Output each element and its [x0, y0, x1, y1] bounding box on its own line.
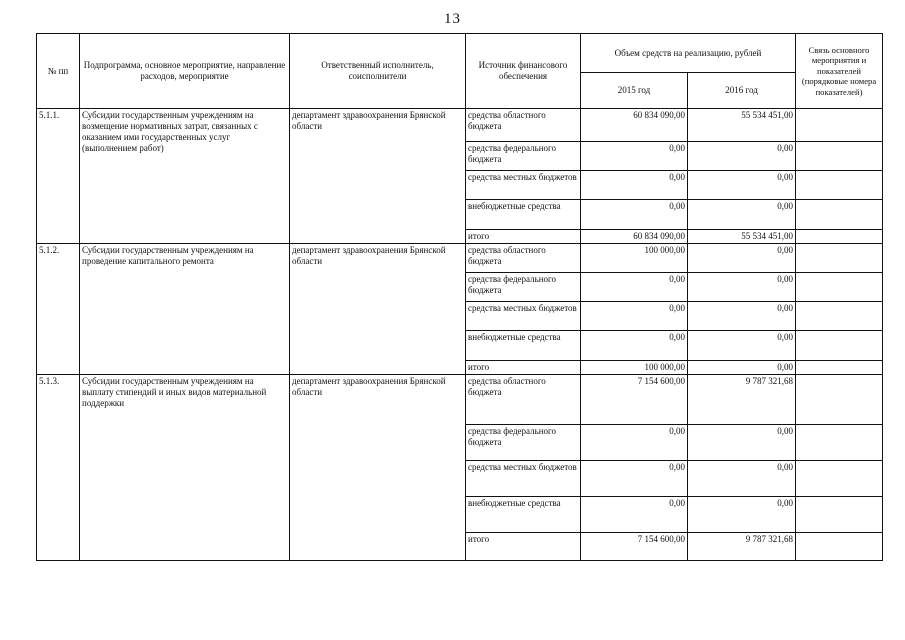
source-cell: средства областного бюджета	[466, 109, 581, 142]
header-link: Связь основного мероприятия и показателей (порядковые номера показателей)	[796, 34, 883, 109]
value-2016: 9 787 321,68	[688, 374, 796, 424]
link-cell	[796, 109, 883, 142]
total-2015: 100 000,00	[581, 360, 688, 374]
value-2016: 0,00	[688, 200, 796, 230]
value-2016: 0,00	[688, 330, 796, 360]
value-2016: 0,00	[688, 243, 796, 272]
header-volume: Объем средств на реализацию, рублей	[581, 34, 796, 73]
link-cell	[796, 360, 883, 374]
item-5-1-3	[37, 374, 883, 560]
value-2015: 0,00	[581, 272, 688, 301]
item-5-1-2	[37, 243, 883, 374]
value-2015: 0,00	[581, 171, 688, 200]
item-title: Субсидии государственным учреждениям на проведение капитального ремонта	[80, 243, 290, 374]
item-number: 5.1.1.	[37, 109, 80, 244]
value-2016: 0,00	[688, 496, 796, 532]
value-2016: 0,00	[688, 142, 796, 171]
link-cell	[796, 460, 883, 496]
link-cell	[796, 301, 883, 330]
value-2015: 0,00	[581, 330, 688, 360]
item-number: 5.1.2.	[37, 243, 80, 374]
item-executor: департамент здравоохранения Брянской области	[290, 243, 466, 374]
item-5-1-1	[37, 109, 883, 244]
header-year-2016: 2016 год	[688, 73, 796, 109]
item-title: Субсидии государственным учреждениям на выплату стипендий и иных видов материальной поддержки	[80, 374, 290, 560]
item-executor: департамент здравоохранения Брянской области	[290, 109, 466, 244]
link-cell	[796, 272, 883, 301]
total-2016: 0,00	[688, 360, 796, 374]
source-cell: средства областного бюджета	[466, 374, 581, 424]
value-2016: 0,00	[688, 301, 796, 330]
source-cell: средства федерального бюджета	[466, 142, 581, 171]
source-cell: внебюджетные средства	[466, 330, 581, 360]
link-cell	[796, 330, 883, 360]
total-2016: 55 534 451,00	[688, 230, 796, 244]
total-2015: 60 834 090,00	[581, 230, 688, 244]
source-cell: средства местных бюджетов	[466, 301, 581, 330]
value-2016: 0,00	[688, 171, 796, 200]
value-2015: 100 000,00	[581, 243, 688, 272]
link-cell	[796, 230, 883, 244]
link-cell	[796, 243, 883, 272]
link-cell	[796, 142, 883, 171]
header-subprogram: Подпрограмма, основное мероприятие, направление расходов, мероприятие	[80, 34, 290, 109]
source-cell: средства местных бюджетов	[466, 171, 581, 200]
source-cell: средства областного бюджета	[466, 243, 581, 272]
value-2015: 7 154 600,00	[581, 374, 688, 424]
total-label: итого	[466, 360, 581, 374]
item-number: 5.1.3.	[37, 374, 80, 560]
value-2016: 0,00	[688, 272, 796, 301]
page-number: 13	[444, 11, 461, 27]
item-title: Субсидии государственным учреждениям на возмещение нормативных затрат, связанных с оказанием ими государственных услуг (выполнением работ)	[80, 109, 290, 244]
value-2015: 0,00	[581, 301, 688, 330]
total-2016: 9 787 321,68	[688, 532, 796, 560]
total-label: итого	[466, 532, 581, 560]
source-cell: средства местных бюджетов	[466, 460, 581, 496]
link-cell	[796, 424, 883, 460]
value-2015: 0,00	[581, 496, 688, 532]
source-cell: средства федерального бюджета	[466, 424, 581, 460]
link-cell	[796, 374, 883, 424]
total-label: итого	[466, 230, 581, 244]
source-cell: средства федерального бюджета	[466, 272, 581, 301]
link-cell	[796, 171, 883, 200]
value-2015: 0,00	[581, 142, 688, 171]
budget-table	[36, 33, 883, 561]
source-cell: внебюджетные средства	[466, 496, 581, 532]
value-2015: 60 834 090,00	[581, 109, 688, 142]
value-2016: 55 534 451,00	[688, 109, 796, 142]
link-cell	[796, 532, 883, 560]
value-2015: 0,00	[581, 460, 688, 496]
value-2015: 0,00	[581, 424, 688, 460]
value-2015: 0,00	[581, 200, 688, 230]
header-year-2015: 2015 год	[581, 73, 688, 109]
link-cell	[796, 200, 883, 230]
value-2016: 0,00	[688, 424, 796, 460]
total-2015: 7 154 600,00	[581, 532, 688, 560]
header-num: № пп	[37, 34, 80, 109]
item-executor: департамент здравоохранения Брянской области	[290, 374, 466, 560]
header-source: Источник финансового обеспечения	[466, 34, 581, 109]
link-cell	[796, 496, 883, 532]
header-executor: Ответственный исполнитель, соисполнители	[290, 34, 466, 109]
source-cell: внебюджетные средства	[466, 200, 581, 230]
value-2016: 0,00	[688, 460, 796, 496]
